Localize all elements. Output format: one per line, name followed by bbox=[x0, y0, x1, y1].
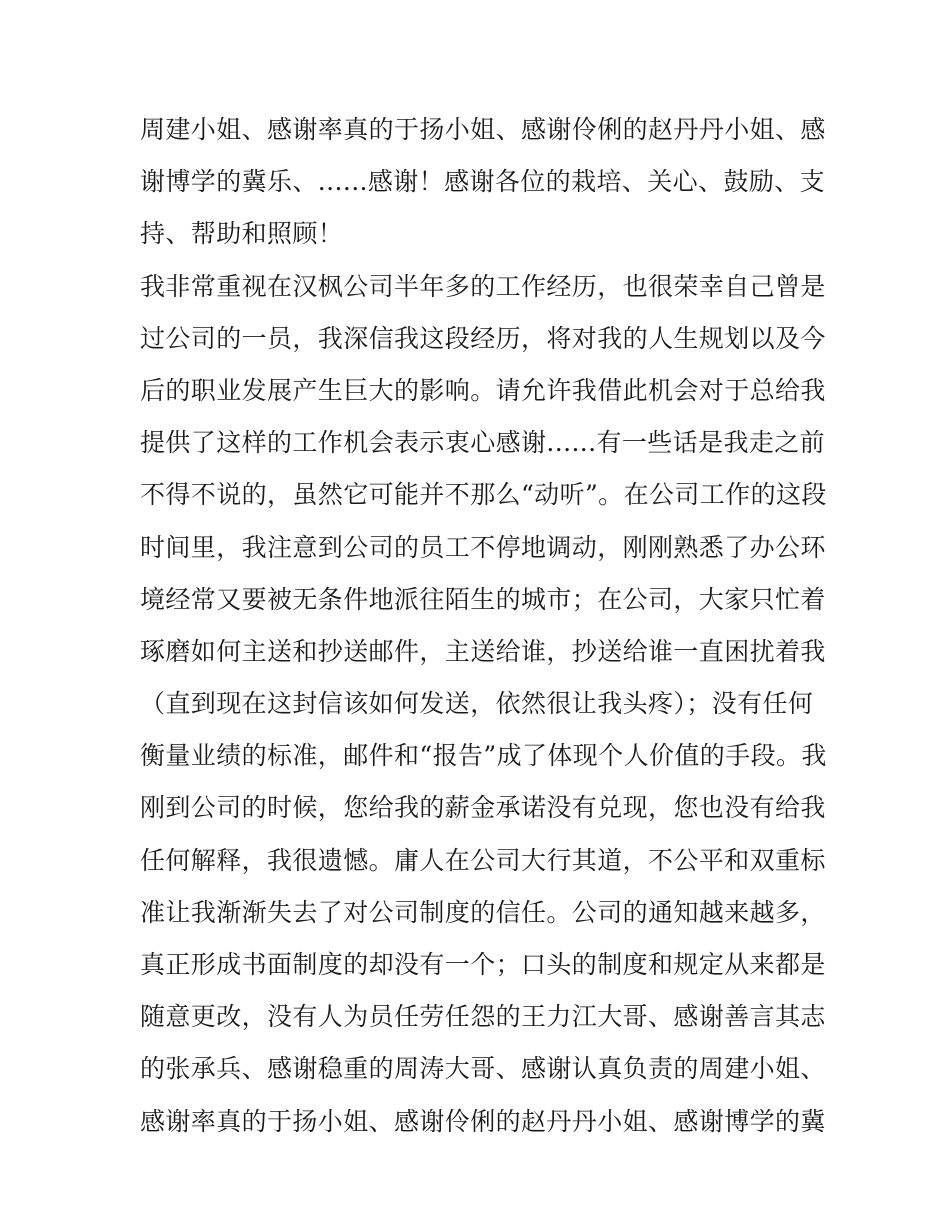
text-line: 刚到公司的时候，您给我的薪金承诺没有兑现，您也没有给我 bbox=[140, 793, 826, 823]
text-line: 周建小姐、感谢率真的于扬小姐、感谢伶俐的赵丹丹小姐、感 bbox=[140, 115, 826, 144]
text-line: 真正形成书面制度的却没有一个；口头的制度和规定从来都是 bbox=[140, 950, 826, 979]
text-line: （直到现在这封信该如何发送，依然很让我头疼）；没有任何 bbox=[140, 689, 814, 719]
text-line: 境经常又要被无条件地派往陌生的城市；在公司，大家只忙着 bbox=[140, 584, 826, 614]
text-line: 我非常重视在汉枫公司半年多的工作经历，也很荣幸自己曾是 bbox=[140, 271, 826, 301]
text-line: 感谢率真的于扬小姐、感谢伶俐的赵丹丹小姐、感谢博学的冀 bbox=[140, 1106, 826, 1136]
text-line: 衡量业绩的标准，邮件和“报告”成了体现个人价值的手段。我 bbox=[140, 741, 827, 771]
text-line: 随意更改，没有人为员任劳任怨的王力江大哥、感谢善言其志 bbox=[140, 1002, 826, 1032]
text-line: 过公司的一员，我深信我这段经历，将对我的人生规划以及今 bbox=[140, 323, 826, 353]
text-line: 琢磨如何主送和抄送邮件，主送给谁，抄送给谁一直困扰着我 bbox=[140, 636, 826, 666]
text-line: 不得不说的，虽然它可能并不那么“动听”。在公司工作的这段 bbox=[140, 480, 827, 510]
text-line: 提供了这样的工作机会表示衷心感谢......有一些话是我走之前 bbox=[140, 428, 826, 458]
text-line: 谢博学的冀乐、......感谢！感谢各位的栽培、关心、鼓励、支 bbox=[140, 167, 826, 197]
text-line: 准让我渐渐失去了对公司制度的信任。公司的通知越来越多， bbox=[140, 897, 826, 927]
text-line: 的张承兵、感谢稳重的周涛大哥、感谢认真负责的周建小姐、 bbox=[140, 1054, 826, 1084]
body-text bbox=[140, 104, 827, 1148]
text-line: 后的职业发展产生巨大的影响。请允许我借此机会对于总给我 bbox=[140, 375, 826, 405]
text-line: 持、帮助和照顾！ bbox=[140, 219, 344, 249]
text-line: 任何解释，我很遗憾。庸人在公司大行其道，不公平和双重标 bbox=[140, 845, 826, 875]
text-line: 时间里，我注意到公司的员工不停地调动，刚刚熟悉了办公环 bbox=[140, 532, 826, 562]
